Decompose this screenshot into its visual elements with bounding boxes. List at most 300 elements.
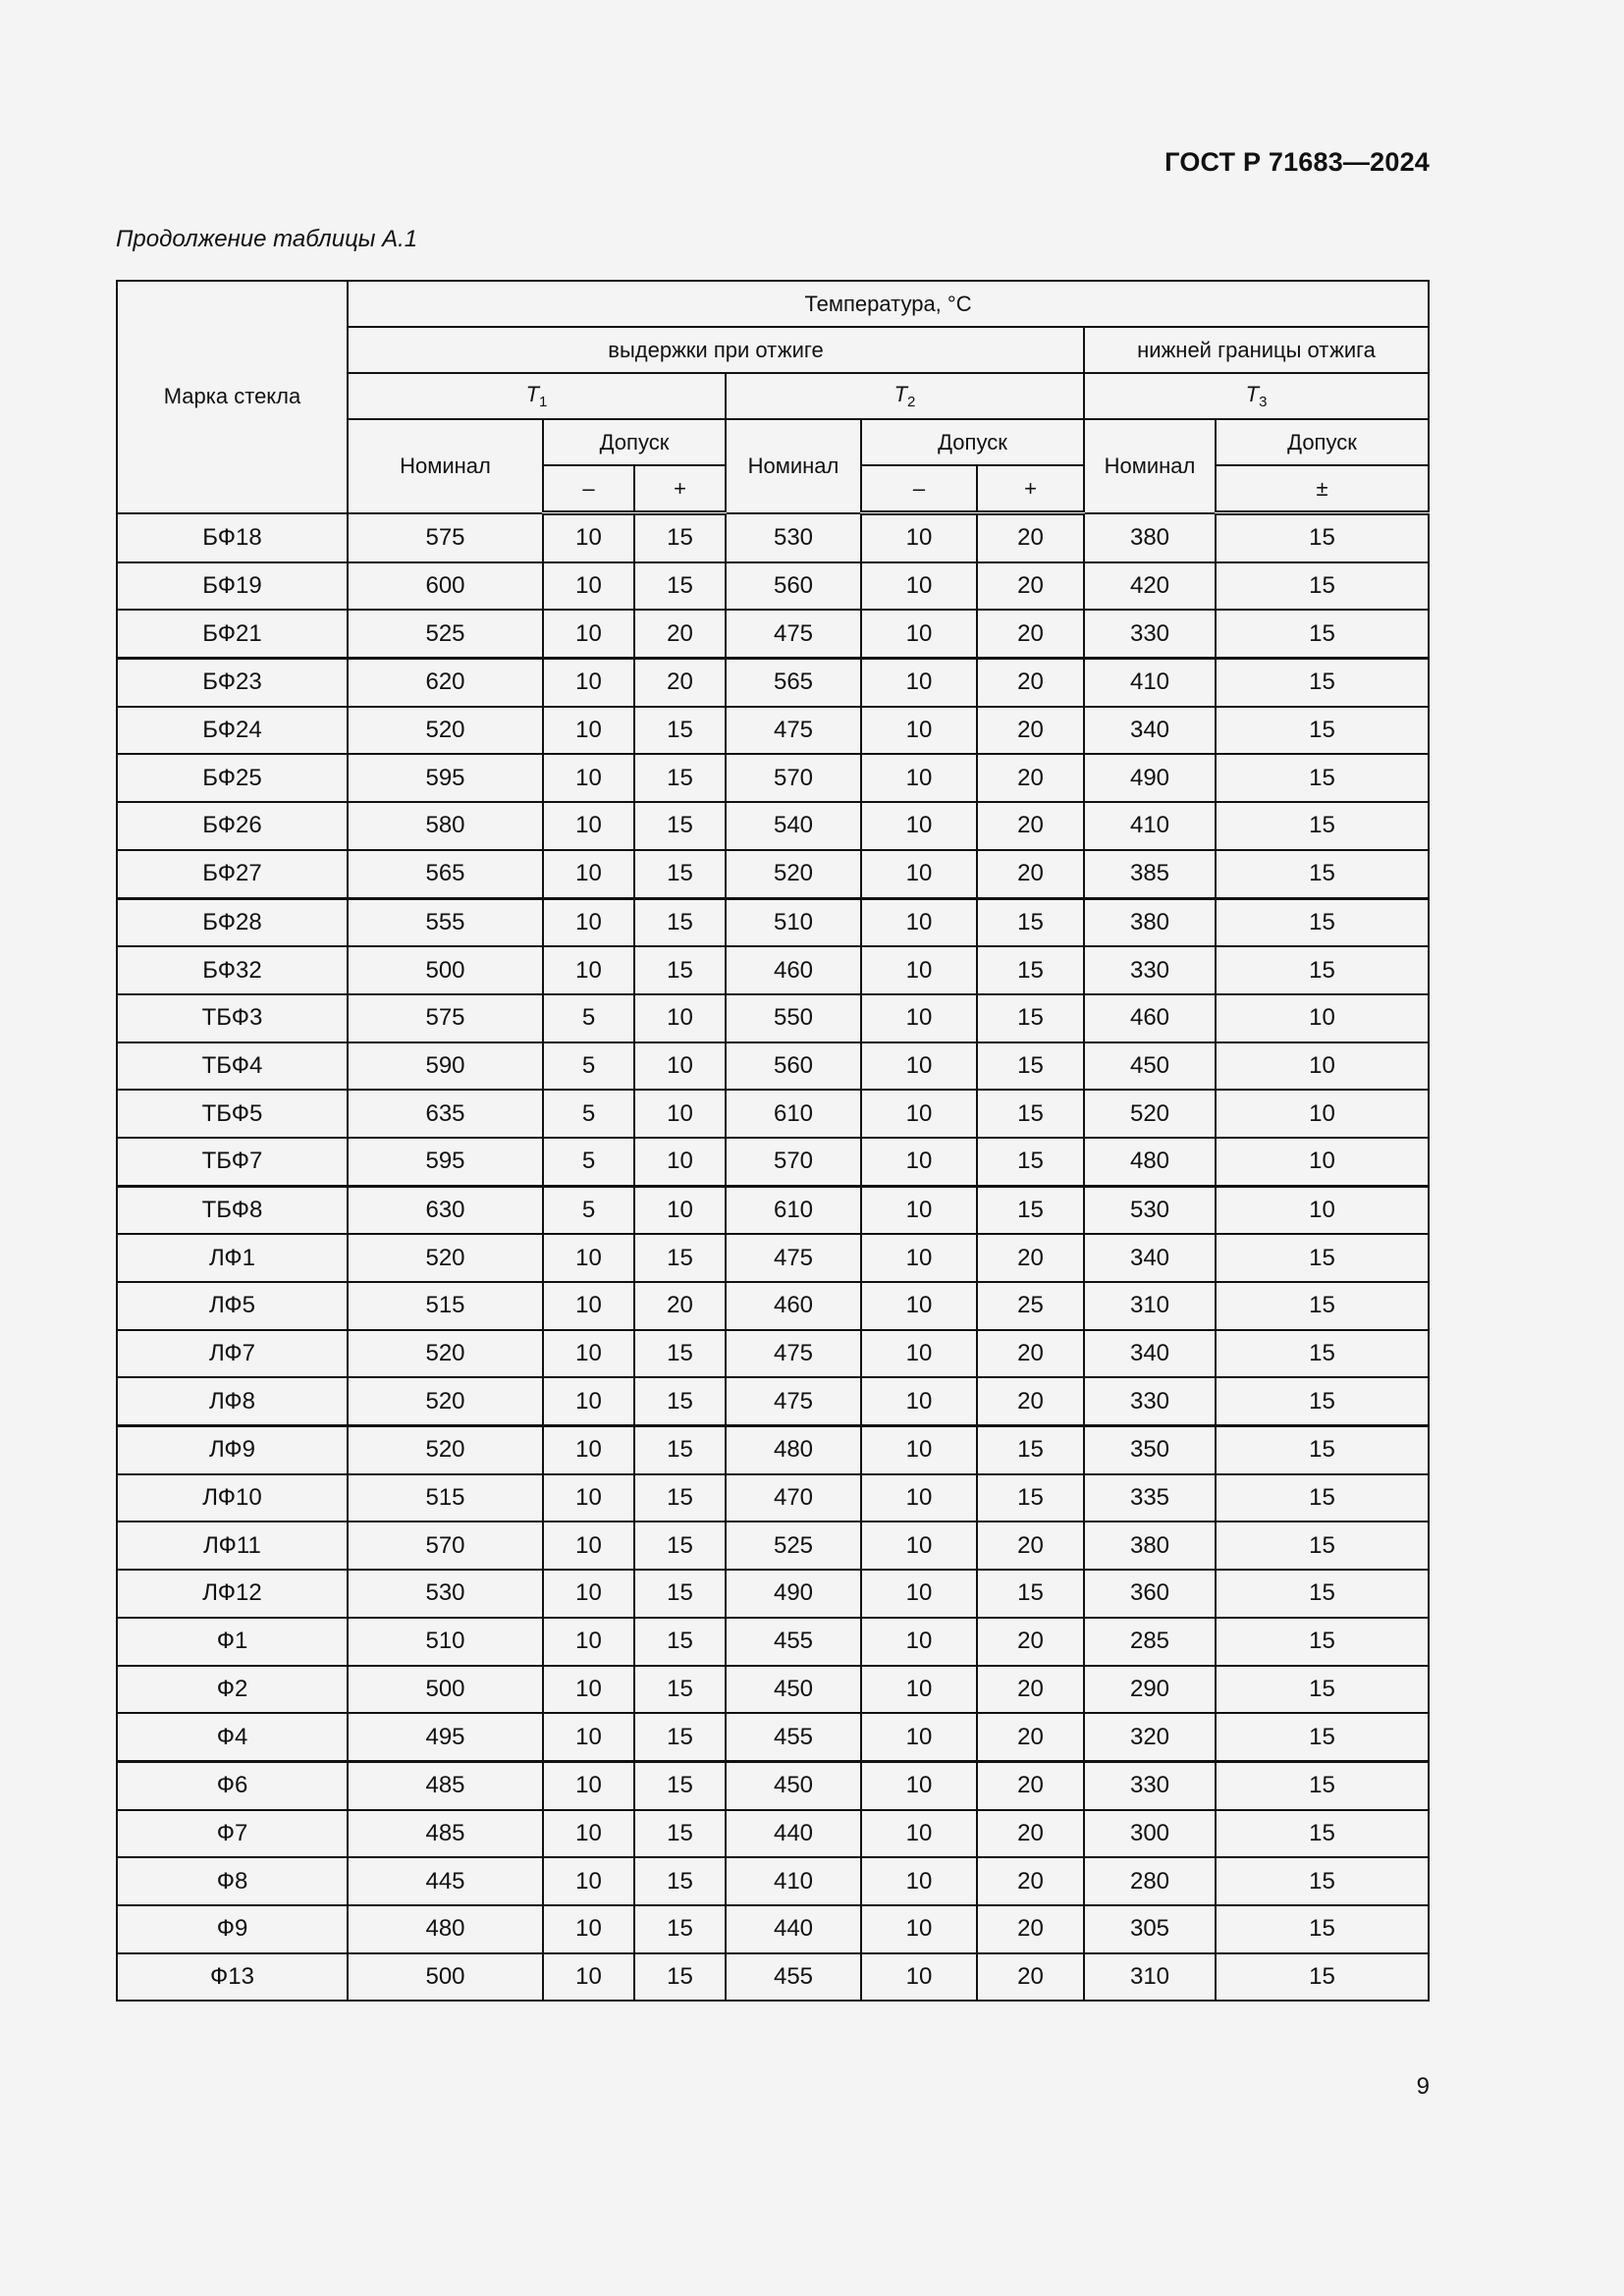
cell-t2-nominal: 475: [726, 610, 861, 658]
cell-t2-nominal: 510: [726, 898, 861, 946]
cell-t2-plus: 15: [977, 1474, 1084, 1522]
cell-t2-plus: 20: [977, 1810, 1084, 1858]
table-row: [117, 802, 1429, 850]
cell-t1-plus: 15: [634, 1857, 726, 1905]
cell-t2-nominal: 610: [726, 1090, 861, 1138]
cell-t1-nominal: 525: [348, 610, 543, 658]
cell-t1-minus: 10: [543, 610, 634, 658]
cell-t2-nominal: 570: [726, 1138, 861, 1186]
cell-glass-grade: БФ21: [117, 610, 348, 658]
cell-glass-grade: ТБФ3: [117, 994, 348, 1042]
cell-t1-plus: 15: [634, 1713, 726, 1761]
cell-t1-nominal: 575: [348, 994, 543, 1042]
cell-t1-minus: 10: [543, 1905, 634, 1953]
table-row: [117, 1330, 1429, 1378]
cell-t1-nominal: 480: [348, 1905, 543, 1953]
table-row: [117, 1138, 1429, 1186]
cell-t2-plus: 20: [977, 754, 1084, 802]
cell-t3-nominal: 310: [1084, 1953, 1216, 2002]
cell-t3-plusminus: 15: [1216, 610, 1429, 658]
table-row: [117, 1810, 1429, 1858]
cell-t3-nominal: 330: [1084, 946, 1216, 994]
cell-t3-plusminus: 15: [1216, 1761, 1429, 1809]
cell-t1-nominal: 555: [348, 898, 543, 946]
header-t1-minus: –: [543, 465, 634, 513]
header-t1-nominal: Номинал: [348, 419, 543, 513]
cell-t2-plus: 20: [977, 1377, 1084, 1425]
cell-t1-plus: 15: [634, 1953, 726, 2002]
cell-t2-nominal: 440: [726, 1810, 861, 1858]
cell-t3-nominal: 340: [1084, 1330, 1216, 1378]
cell-t1-plus: 15: [634, 1377, 726, 1425]
cell-t2-nominal: 480: [726, 1426, 861, 1474]
table-row: [117, 707, 1429, 755]
cell-glass-grade: ЛФ10: [117, 1474, 348, 1522]
cell-t3-nominal: 360: [1084, 1570, 1216, 1618]
cell-t1-nominal: 595: [348, 754, 543, 802]
header-anneal-lower-bound: нижней границы отжига: [1084, 327, 1429, 373]
cell-t2-minus: 10: [861, 898, 977, 946]
cell-t3-nominal: 380: [1084, 513, 1216, 562]
cell-t1-plus: 15: [634, 850, 726, 898]
cell-t2-nominal: 450: [726, 1761, 861, 1809]
cell-t1-nominal: 595: [348, 1138, 543, 1186]
cell-t3-nominal: 310: [1084, 1282, 1216, 1330]
cell-t1-minus: 10: [543, 1761, 634, 1809]
cell-t1-nominal: 485: [348, 1810, 543, 1858]
table-row: [117, 754, 1429, 802]
cell-t2-plus: 20: [977, 1713, 1084, 1761]
cell-t3-plusminus: 15: [1216, 898, 1429, 946]
cell-glass-grade: Ф7: [117, 1810, 348, 1858]
cell-t1-nominal: 620: [348, 659, 543, 707]
cell-t3-plusminus: 10: [1216, 994, 1429, 1042]
cell-t1-minus: 10: [543, 850, 634, 898]
cell-t3-nominal: 280: [1084, 1857, 1216, 1905]
cell-t1-nominal: 590: [348, 1042, 543, 1091]
cell-t2-plus: 15: [977, 1186, 1084, 1234]
cell-t2-minus: 10: [861, 1713, 977, 1761]
page-number: 9: [1416, 2073, 1430, 2100]
document-code: ГОСТ Р 71683—2024: [1164, 147, 1430, 177]
table-row: [117, 1618, 1429, 1666]
cell-t3-nominal: 480: [1084, 1138, 1216, 1186]
cell-t1-plus: 10: [634, 1042, 726, 1091]
cell-glass-grade: БФ23: [117, 659, 348, 707]
table-row: [117, 1953, 1429, 2002]
cell-t1-plus: 10: [634, 1138, 726, 1186]
table-row: [117, 946, 1429, 994]
cell-t1-nominal: 565: [348, 850, 543, 898]
cell-t1-nominal: 520: [348, 1426, 543, 1474]
cell-t2-minus: 10: [861, 707, 977, 755]
cell-glass-grade: ЛФ8: [117, 1377, 348, 1425]
cell-t3-plusminus: 10: [1216, 1186, 1429, 1234]
cell-t2-nominal: 610: [726, 1186, 861, 1234]
cell-t3-plusminus: 10: [1216, 1138, 1429, 1186]
cell-t2-minus: 10: [861, 1666, 977, 1714]
table-row: [117, 1905, 1429, 1953]
cell-t1-plus: 10: [634, 1090, 726, 1138]
cell-t2-minus: 10: [861, 1042, 977, 1091]
header-glass-grade: Марка стекла: [117, 281, 348, 513]
cell-t1-nominal: 515: [348, 1282, 543, 1330]
cell-glass-grade: БФ24: [117, 707, 348, 755]
cell-t3-nominal: 450: [1084, 1042, 1216, 1091]
cell-t2-minus: 10: [861, 1377, 977, 1425]
cell-t2-minus: 10: [861, 1905, 977, 1953]
cell-t2-minus: 10: [861, 513, 977, 562]
cell-glass-grade: ЛФ9: [117, 1426, 348, 1474]
cell-t2-plus: 20: [977, 562, 1084, 611]
table-row: [117, 1570, 1429, 1618]
cell-t1-plus: 15: [634, 898, 726, 946]
cell-t2-plus: 15: [977, 1042, 1084, 1091]
table-row: [117, 1474, 1429, 1522]
cell-t1-minus: 10: [543, 1426, 634, 1474]
cell-glass-grade: Ф6: [117, 1761, 348, 1809]
header-t2: [726, 373, 1084, 419]
cell-t2-minus: 10: [861, 1186, 977, 1234]
cell-t1-minus: 10: [543, 1522, 634, 1570]
table-body: [117, 513, 1429, 2002]
cell-t2-plus: 20: [977, 1234, 1084, 1282]
cell-t2-minus: 10: [861, 994, 977, 1042]
cell-t2-minus: 10: [861, 1810, 977, 1858]
cell-t1-nominal: 570: [348, 1522, 543, 1570]
table-row: [117, 1186, 1429, 1234]
cell-t2-plus: 20: [977, 707, 1084, 755]
cell-t3-plusminus: 15: [1216, 1713, 1429, 1761]
table-row: [117, 1377, 1429, 1425]
cell-t2-nominal: 450: [726, 1666, 861, 1714]
cell-t3-nominal: 330: [1084, 1377, 1216, 1425]
cell-t1-plus: 15: [634, 707, 726, 755]
cell-t2-nominal: 560: [726, 1042, 861, 1091]
cell-t2-nominal: 455: [726, 1953, 861, 2002]
cell-t3-nominal: 410: [1084, 659, 1216, 707]
table-header: [117, 281, 1429, 513]
cell-t1-minus: 5: [543, 1090, 634, 1138]
cell-t3-nominal: 410: [1084, 802, 1216, 850]
cell-t1-minus: 10: [543, 562, 634, 611]
cell-t2-nominal: 560: [726, 562, 861, 611]
cell-t3-plusminus: 15: [1216, 1810, 1429, 1858]
cell-t3-plusminus: 15: [1216, 1905, 1429, 1953]
cell-t1-plus: 15: [634, 1810, 726, 1858]
cell-t3-plusminus: 15: [1216, 707, 1429, 755]
cell-t2-nominal: 550: [726, 994, 861, 1042]
cell-t2-nominal: 475: [726, 1377, 861, 1425]
header-t3-nominal: Номинал: [1084, 419, 1216, 513]
cell-t1-minus: 10: [543, 1810, 634, 1858]
cell-t1-plus: 15: [634, 1761, 726, 1809]
cell-t1-minus: 10: [543, 1666, 634, 1714]
cell-t1-plus: 15: [634, 1570, 726, 1618]
cell-t1-plus: 15: [634, 1905, 726, 1953]
cell-t1-minus: 10: [543, 513, 634, 562]
cell-glass-grade: БФ18: [117, 513, 348, 562]
t3-symbol: $T_3$: [1245, 382, 1268, 410]
cell-t1-minus: 5: [543, 994, 634, 1042]
cell-t2-minus: 10: [861, 1138, 977, 1186]
cell-t3-nominal: 335: [1084, 1474, 1216, 1522]
cell-glass-grade: БФ19: [117, 562, 348, 611]
cell-t1-plus: 15: [634, 562, 726, 611]
cell-t2-nominal: 565: [726, 659, 861, 707]
cell-t3-nominal: 350: [1084, 1426, 1216, 1474]
cell-t3-plusminus: 15: [1216, 850, 1429, 898]
cell-t1-plus: 20: [634, 659, 726, 707]
cell-t2-plus: 15: [977, 946, 1084, 994]
cell-t1-minus: 5: [543, 1138, 634, 1186]
cell-t1-nominal: 635: [348, 1090, 543, 1138]
table-row: [117, 1713, 1429, 1761]
cell-t3-plusminus: 15: [1216, 946, 1429, 994]
cell-t3-plusminus: 15: [1216, 1426, 1429, 1474]
cell-t3-nominal: 330: [1084, 1761, 1216, 1809]
cell-t2-minus: 10: [861, 802, 977, 850]
cell-t1-nominal: 500: [348, 1666, 543, 1714]
cell-t1-nominal: 485: [348, 1761, 543, 1809]
table-row: [117, 850, 1429, 898]
cell-t3-plusminus: 15: [1216, 1570, 1429, 1618]
table-row: [117, 562, 1429, 611]
cell-t1-plus: 15: [634, 1618, 726, 1666]
cell-t1-plus: 20: [634, 1282, 726, 1330]
cell-t2-plus: 20: [977, 1905, 1084, 1953]
cell-t3-plusminus: 15: [1216, 1953, 1429, 2002]
cell-t2-minus: 10: [861, 1522, 977, 1570]
cell-t2-nominal: 460: [726, 1282, 861, 1330]
t1-symbol: $T_1$: [525, 382, 548, 410]
cell-t3-nominal: 380: [1084, 1522, 1216, 1570]
cell-t2-plus: 15: [977, 898, 1084, 946]
table-row: [117, 1857, 1429, 1905]
table-caption: Продолжение таблицы А.1: [116, 226, 418, 252]
cell-t1-nominal: 445: [348, 1857, 543, 1905]
cell-t1-plus: 15: [634, 1474, 726, 1522]
cell-t2-minus: 10: [861, 1282, 977, 1330]
header-t3-tolerance: Допуск: [1216, 419, 1429, 465]
cell-t1-nominal: 520: [348, 1234, 543, 1282]
cell-glass-grade: ЛФ5: [117, 1282, 348, 1330]
cell-t1-plus: 15: [634, 1522, 726, 1570]
cell-glass-grade: ТБФ7: [117, 1138, 348, 1186]
cell-t3-nominal: 530: [1084, 1186, 1216, 1234]
cell-t1-minus: 10: [543, 659, 634, 707]
table-row: [117, 1042, 1429, 1091]
cell-t2-nominal: 470: [726, 1474, 861, 1522]
cell-glass-grade: ТБФ5: [117, 1090, 348, 1138]
cell-t3-plusminus: 15: [1216, 1522, 1429, 1570]
cell-t2-nominal: 455: [726, 1618, 861, 1666]
cell-t1-nominal: 575: [348, 513, 543, 562]
cell-t3-plusminus: 15: [1216, 1666, 1429, 1714]
cell-t2-plus: 20: [977, 513, 1084, 562]
cell-t3-nominal: 305: [1084, 1905, 1216, 1953]
cell-t1-nominal: 530: [348, 1570, 543, 1618]
cell-glass-grade: Ф8: [117, 1857, 348, 1905]
cell-t3-nominal: 460: [1084, 994, 1216, 1042]
cell-t3-nominal: 380: [1084, 898, 1216, 946]
cell-t1-nominal: 510: [348, 1618, 543, 1666]
cell-t1-minus: 10: [543, 802, 634, 850]
cell-t3-plusminus: 15: [1216, 562, 1429, 611]
cell-t3-plusminus: 15: [1216, 1330, 1429, 1378]
table-row: [117, 1282, 1429, 1330]
cell-t3-nominal: 420: [1084, 562, 1216, 611]
cell-t2-plus: 20: [977, 1666, 1084, 1714]
cell-t2-plus: 20: [977, 850, 1084, 898]
annealing-temperature-table: [116, 280, 1430, 2002]
cell-t2-nominal: 410: [726, 1857, 861, 1905]
cell-t2-minus: 10: [861, 1090, 977, 1138]
cell-t2-nominal: 475: [726, 1234, 861, 1282]
cell-t1-nominal: 515: [348, 1474, 543, 1522]
cell-glass-grade: Ф9: [117, 1905, 348, 1953]
cell-t3-nominal: 320: [1084, 1713, 1216, 1761]
cell-t1-minus: 10: [543, 1570, 634, 1618]
cell-glass-grade: ТБФ4: [117, 1042, 348, 1091]
table-row: [117, 610, 1429, 658]
cell-t1-minus: 10: [543, 1377, 634, 1425]
cell-glass-grade: Ф4: [117, 1713, 348, 1761]
cell-t2-nominal: 455: [726, 1713, 861, 1761]
cell-t2-plus: 20: [977, 1618, 1084, 1666]
cell-t2-minus: 10: [861, 1330, 977, 1378]
cell-t1-plus: 15: [634, 802, 726, 850]
cell-t2-minus: 10: [861, 1618, 977, 1666]
cell-glass-grade: Ф2: [117, 1666, 348, 1714]
cell-t1-minus: 10: [543, 1713, 634, 1761]
cell-t2-nominal: 460: [726, 946, 861, 994]
cell-t1-minus: 10: [543, 1282, 634, 1330]
cell-t1-minus: 10: [543, 1857, 634, 1905]
cell-t2-plus: 20: [977, 1522, 1084, 1570]
cell-t3-nominal: 340: [1084, 1234, 1216, 1282]
cell-t2-plus: 20: [977, 1330, 1084, 1378]
cell-t3-nominal: 520: [1084, 1090, 1216, 1138]
cell-t3-nominal: 290: [1084, 1666, 1216, 1714]
cell-t2-minus: 10: [861, 850, 977, 898]
cell-t3-plusminus: 15: [1216, 802, 1429, 850]
cell-t1-minus: 10: [543, 946, 634, 994]
cell-t3-plusminus: 15: [1216, 1234, 1429, 1282]
cell-t1-nominal: 500: [348, 946, 543, 994]
cell-t2-plus: 15: [977, 1426, 1084, 1474]
cell-t2-minus: 10: [861, 562, 977, 611]
cell-t2-minus: 10: [861, 946, 977, 994]
cell-t2-nominal: 475: [726, 707, 861, 755]
table-row: [117, 1090, 1429, 1138]
cell-t2-plus: 15: [977, 1090, 1084, 1138]
header-t1-tolerance: Допуск: [543, 419, 726, 465]
cell-t1-nominal: 600: [348, 562, 543, 611]
cell-t1-plus: 15: [634, 1234, 726, 1282]
cell-t1-nominal: 580: [348, 802, 543, 850]
cell-t3-plusminus: 15: [1216, 513, 1429, 562]
cell-t1-nominal: 520: [348, 707, 543, 755]
cell-t1-minus: 10: [543, 1953, 634, 2002]
cell-t2-minus: 10: [861, 1761, 977, 1809]
cell-t3-plusminus: 15: [1216, 754, 1429, 802]
cell-t3-plusminus: 10: [1216, 1090, 1429, 1138]
cell-t3-nominal: 330: [1084, 610, 1216, 658]
cell-t3-plusminus: 15: [1216, 1282, 1429, 1330]
cell-t1-plus: 15: [634, 754, 726, 802]
header-t2-nominal: Номинал: [726, 419, 861, 513]
cell-t2-minus: 10: [861, 1234, 977, 1282]
cell-t1-minus: 10: [543, 754, 634, 802]
cell-t2-minus: 10: [861, 1857, 977, 1905]
cell-t2-nominal: 530: [726, 513, 861, 562]
cell-t2-plus: 15: [977, 994, 1084, 1042]
cell-t1-minus: 10: [543, 1234, 634, 1282]
cell-t1-minus: 10: [543, 1618, 634, 1666]
cell-t3-nominal: 300: [1084, 1810, 1216, 1858]
cell-t2-plus: 20: [977, 610, 1084, 658]
cell-glass-grade: ЛФ11: [117, 1522, 348, 1570]
cell-t3-plusminus: 15: [1216, 1474, 1429, 1522]
table-row: [117, 994, 1429, 1042]
cell-t3-plusminus: 15: [1216, 1618, 1429, 1666]
cell-glass-grade: БФ32: [117, 946, 348, 994]
cell-t2-minus: 10: [861, 1474, 977, 1522]
cell-t2-minus: 10: [861, 610, 977, 658]
cell-glass-grade: Ф1: [117, 1618, 348, 1666]
cell-t2-minus: 10: [861, 754, 977, 802]
cell-t1-minus: 10: [543, 707, 634, 755]
cell-t1-plus: 15: [634, 1330, 726, 1378]
header-t2-tolerance: Допуск: [861, 419, 1084, 465]
cell-t2-nominal: 525: [726, 1522, 861, 1570]
cell-t1-nominal: 520: [348, 1330, 543, 1378]
cell-t1-plus: 10: [634, 994, 726, 1042]
cell-glass-grade: БФ26: [117, 802, 348, 850]
cell-t3-plusminus: 10: [1216, 1042, 1429, 1091]
header-t2-plus: +: [977, 465, 1084, 513]
cell-t1-plus: 15: [634, 1666, 726, 1714]
cell-t2-nominal: 475: [726, 1330, 861, 1378]
table-row: [117, 1234, 1429, 1282]
cell-glass-grade: ЛФ1: [117, 1234, 348, 1282]
cell-t1-minus: 5: [543, 1042, 634, 1091]
t2-symbol: $T_2$: [893, 382, 916, 410]
cell-t2-nominal: 490: [726, 1570, 861, 1618]
cell-t1-nominal: 500: [348, 1953, 543, 2002]
cell-glass-grade: БФ25: [117, 754, 348, 802]
header-t2-minus: –: [861, 465, 977, 513]
header-temperature: Температура, °С: [348, 281, 1429, 327]
cell-t2-minus: 10: [861, 1426, 977, 1474]
table-row: [117, 1426, 1429, 1474]
cell-t2-nominal: 570: [726, 754, 861, 802]
cell-glass-grade: БФ27: [117, 850, 348, 898]
cell-t3-plusminus: 15: [1216, 1857, 1429, 1905]
cell-t2-plus: 15: [977, 1138, 1084, 1186]
header-t3-plusminus: ±: [1216, 465, 1429, 513]
cell-t3-plusminus: 15: [1216, 1377, 1429, 1425]
cell-t2-plus: 25: [977, 1282, 1084, 1330]
table-row: [117, 659, 1429, 707]
table-row: [117, 1522, 1429, 1570]
header-t1: [348, 373, 726, 419]
cell-glass-grade: Ф13: [117, 1953, 348, 2002]
cell-t1-minus: 10: [543, 1330, 634, 1378]
header-t1-plus: +: [634, 465, 726, 513]
cell-t1-minus: 10: [543, 898, 634, 946]
